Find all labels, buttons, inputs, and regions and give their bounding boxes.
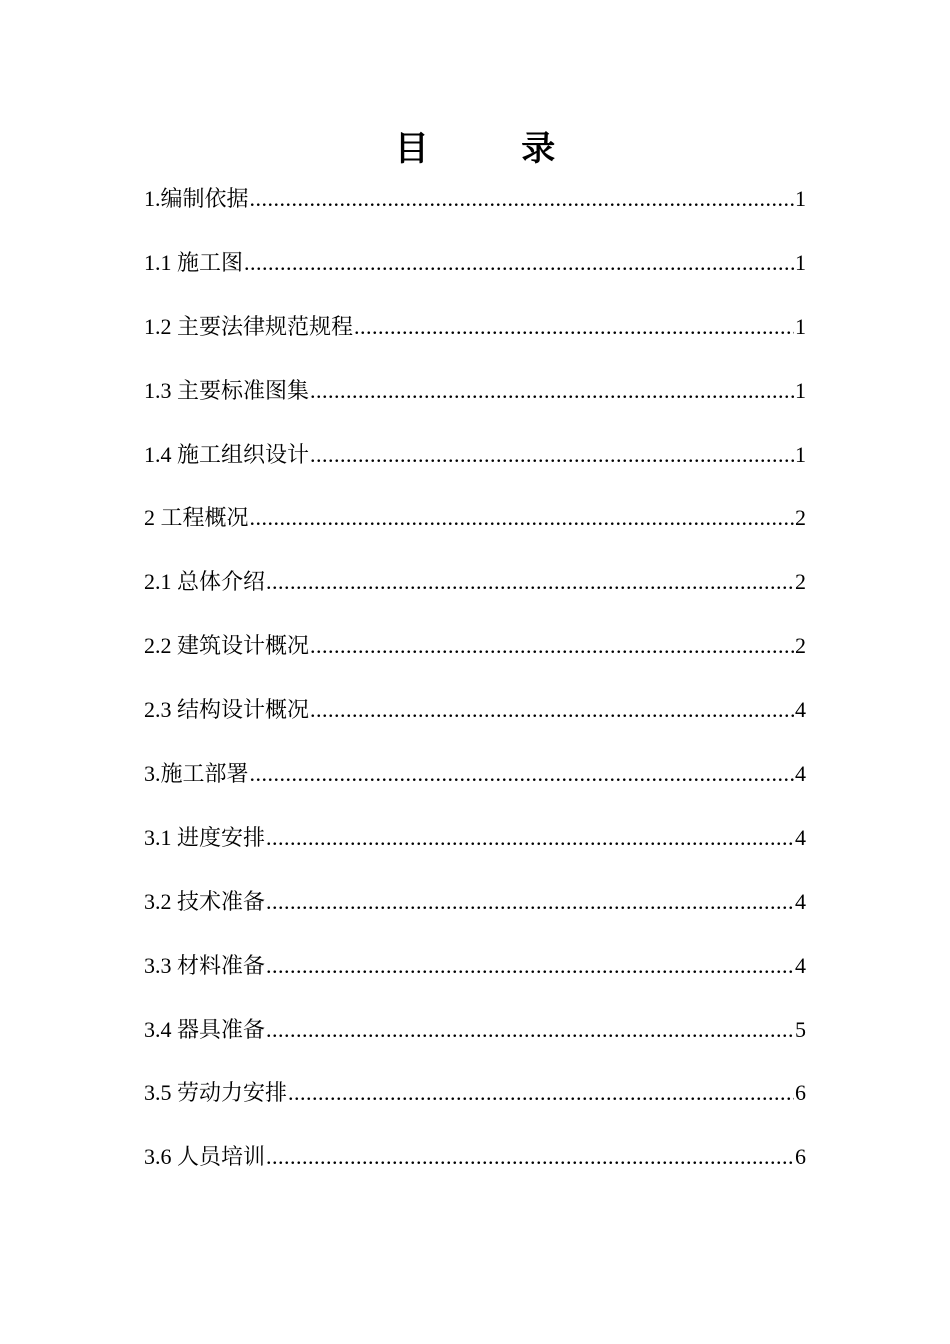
toc-entry[interactable] bbox=[144, 1011, 806, 1075]
toc-entry[interactable] bbox=[144, 691, 806, 755]
toc-entry-label: 1.编制依据 bbox=[144, 186, 249, 211]
toc-leader-dots bbox=[310, 691, 794, 729]
toc-leader-dots bbox=[266, 947, 794, 985]
toc-entry[interactable] bbox=[144, 308, 806, 372]
toc-entry-page: 4 bbox=[795, 952, 806, 978]
toc-entry-page: 2 bbox=[795, 505, 806, 531]
toc-entry[interactable] bbox=[144, 499, 806, 563]
toc-leader-dots bbox=[266, 1011, 794, 1049]
toc-entry-page: 2 bbox=[795, 633, 806, 659]
toc-entry-label: 3.5 劳动力安排 bbox=[144, 1080, 288, 1106]
toc-leader-dots bbox=[250, 499, 794, 537]
toc-entry-page: 5 bbox=[795, 1016, 806, 1042]
toc-entry[interactable] bbox=[144, 627, 806, 691]
toc-entry-page: 1 bbox=[795, 313, 806, 339]
toc-entry[interactable] bbox=[144, 436, 806, 500]
toc-entry[interactable] bbox=[144, 883, 806, 947]
toc-title: 目 录 bbox=[394, 131, 598, 168]
toc-leader-dots bbox=[310, 627, 794, 665]
toc-entry-label: 2.1 总体介绍 bbox=[144, 569, 266, 595]
toc-entry-page: 4 bbox=[795, 824, 806, 850]
toc-leader-dots bbox=[310, 436, 794, 474]
toc-entry-label: 1.3 主要标准图集 bbox=[144, 377, 310, 403]
toc-entry[interactable] bbox=[144, 1138, 806, 1202]
toc-entry-label: 3.4 器具准备 bbox=[144, 1016, 266, 1042]
toc-entry[interactable] bbox=[144, 947, 806, 1011]
toc-leader-dots bbox=[266, 883, 794, 921]
toc-entry-page: 1 bbox=[795, 249, 806, 275]
toc-entry[interactable] bbox=[144, 563, 806, 627]
toc-entry-label: 3.3 材料准备 bbox=[144, 952, 266, 978]
toc-entry-label: 1.4 施工组织设计 bbox=[144, 441, 310, 467]
toc-leader-dots bbox=[266, 563, 794, 601]
toc-leader-dots bbox=[244, 244, 794, 282]
toc-entry-label: 2 工程概况 bbox=[144, 505, 249, 531]
toc-list bbox=[144, 180, 806, 1202]
toc-entry-page: 1 bbox=[795, 377, 806, 403]
toc-leader-dots bbox=[250, 180, 794, 218]
toc-entry[interactable] bbox=[144, 755, 806, 819]
toc-entry-label: 3.6 人员培训 bbox=[144, 1144, 266, 1170]
toc-leader-dots bbox=[266, 1138, 794, 1176]
toc-entry-label: 3.施工部署 bbox=[144, 761, 249, 787]
toc-entry-page: 2 bbox=[795, 569, 806, 595]
toc-entry-label: 3.2 技术准备 bbox=[144, 888, 266, 914]
toc-entry-label: 2.2 建筑设计概况 bbox=[144, 633, 310, 659]
toc-entry-page: 1 bbox=[795, 186, 806, 211]
toc-entry[interactable] bbox=[144, 180, 806, 244]
toc-leader-dots bbox=[250, 755, 794, 793]
toc-entry[interactable] bbox=[144, 1074, 806, 1138]
toc-entry-page: 4 bbox=[795, 888, 806, 914]
toc-entry-label: 3.1 进度安排 bbox=[144, 824, 266, 850]
toc-entry-page: 4 bbox=[795, 697, 806, 723]
toc-entry-page: 4 bbox=[795, 761, 806, 787]
toc-entry-label: 1.1 施工图 bbox=[144, 249, 244, 275]
toc-entry[interactable] bbox=[144, 244, 806, 308]
toc-entry-page: 6 bbox=[795, 1144, 806, 1170]
toc-leader-dots bbox=[266, 819, 794, 857]
toc-entry-page: 6 bbox=[795, 1080, 806, 1106]
toc-entry-label: 2.3 结构设计概况 bbox=[144, 697, 310, 723]
toc-entry[interactable] bbox=[144, 819, 806, 883]
toc-leader-dots bbox=[288, 1074, 794, 1112]
toc-leader-dots bbox=[354, 308, 794, 346]
toc-entry-label: 1.2 主要法律规范规程 bbox=[144, 313, 354, 339]
toc-entry-page: 1 bbox=[795, 441, 806, 467]
toc-entry[interactable] bbox=[144, 372, 806, 436]
toc-leader-dots bbox=[310, 372, 794, 410]
